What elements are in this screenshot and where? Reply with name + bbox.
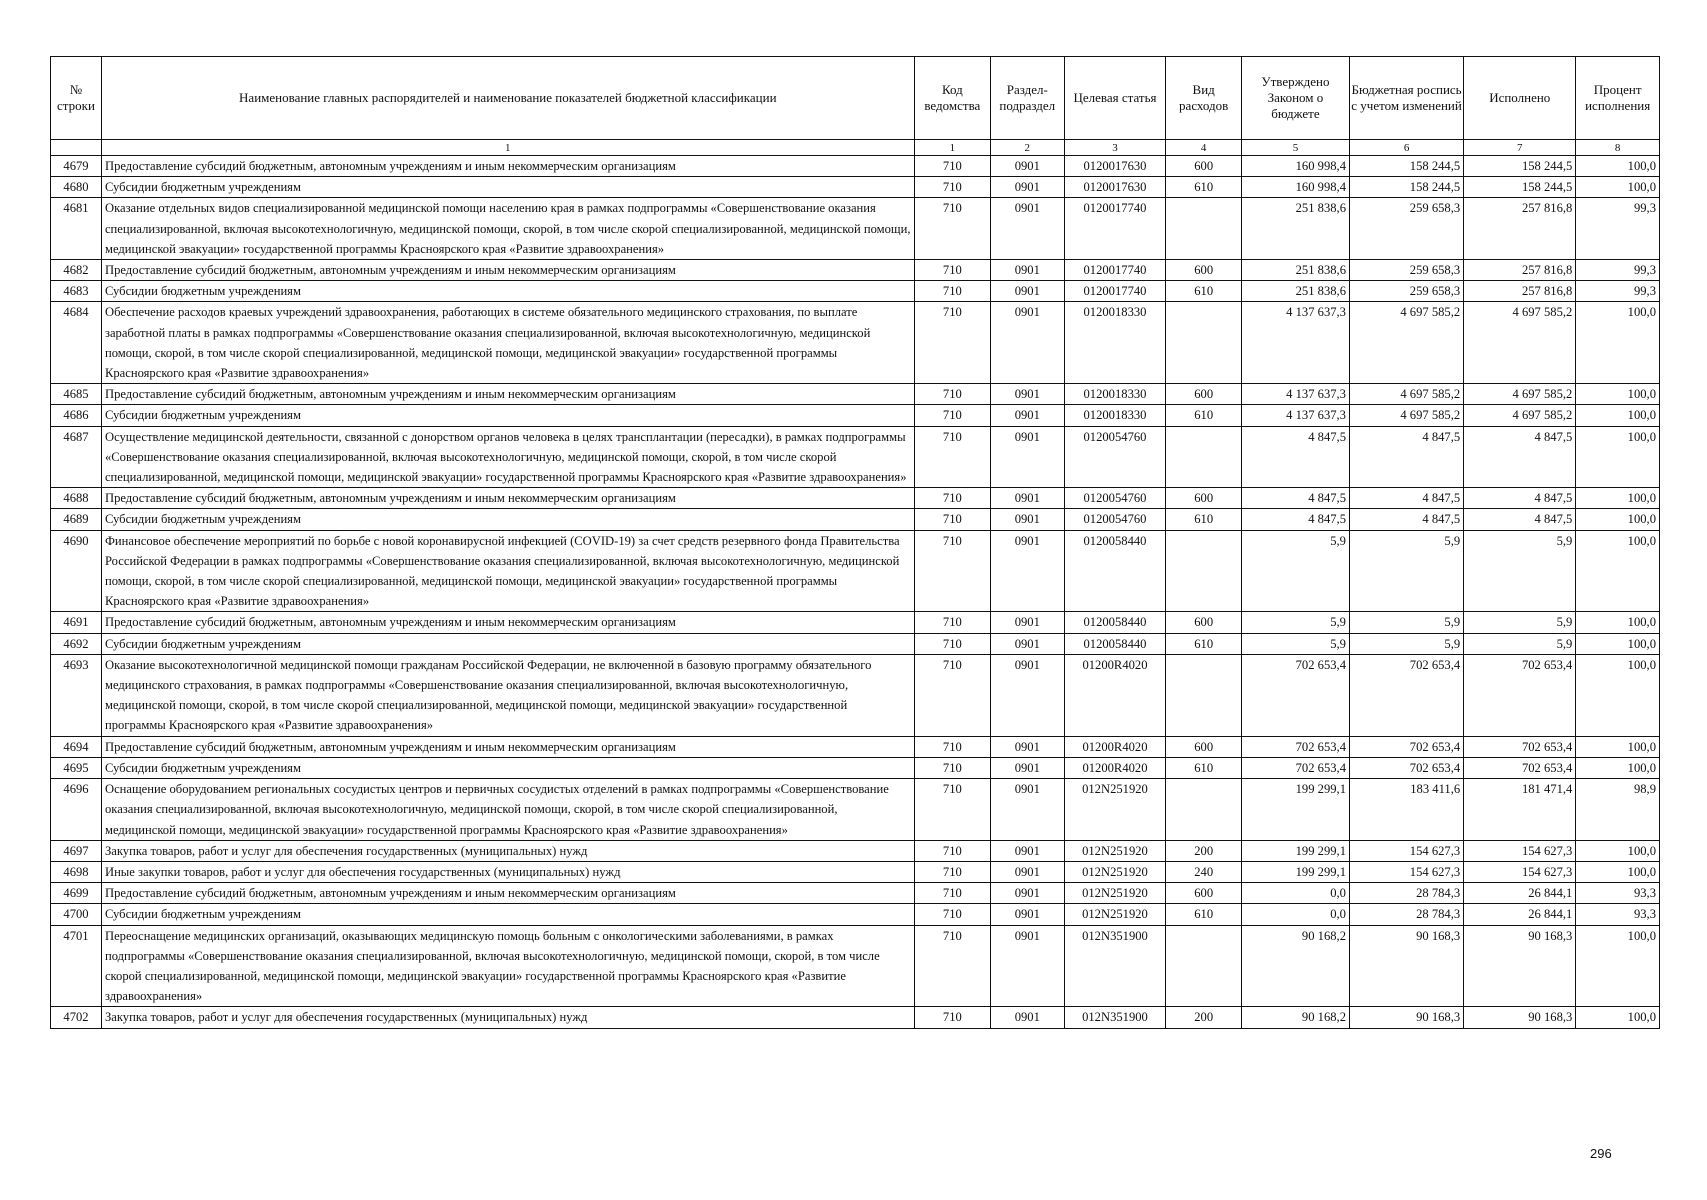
column-number: 1	[914, 140, 990, 156]
target-article: 0120017630	[1064, 156, 1166, 177]
schedule-amount: 183 411,6	[1349, 779, 1463, 841]
approved-amount: 5,9	[1241, 612, 1349, 633]
target-article: 012N251920	[1064, 840, 1166, 861]
schedule-amount: 90 168,3	[1349, 925, 1463, 1007]
dept-code: 710	[914, 177, 990, 198]
expense-kind	[1166, 925, 1241, 1007]
target-article: 012N251920	[1064, 904, 1166, 925]
execution-percent: 100,0	[1576, 405, 1660, 426]
executed-amount: 90 168,3	[1464, 925, 1576, 1007]
header-name: Наименование главных распорядителей и наименование показателей бюджетной классификации	[101, 57, 914, 140]
row-number: 4680	[51, 177, 102, 198]
expense-kind: 600	[1166, 612, 1241, 633]
schedule-amount: 702 653,4	[1349, 736, 1463, 757]
header-row-no: № строки	[51, 57, 102, 140]
executed-amount: 257 816,8	[1464, 260, 1576, 281]
row-name: Осуществление медицинской деятельности, связанной с донорством органов человека в целях трансплантации (пересадки), в рамках подпрограммы «Совершенствование оказания специализированной, включая высокотехнологичную, медицинской помощи, скорой, в том числе скорой специализированной, медицинской помощи, медицинской эвакуации» государственной программы Красноярского края «Развитие здравоохранения»	[101, 426, 914, 488]
schedule-amount: 4 697 585,2	[1349, 405, 1463, 426]
executed-amount: 257 816,8	[1464, 198, 1576, 260]
approved-amount: 4 137 637,3	[1241, 302, 1349, 384]
executed-amount: 702 653,4	[1464, 736, 1576, 757]
expense-kind: 600	[1166, 488, 1241, 509]
executed-amount: 154 627,3	[1464, 840, 1576, 861]
executed-amount: 154 627,3	[1464, 861, 1576, 882]
table-row	[51, 633, 1660, 654]
schedule-amount: 90 168,3	[1349, 1007, 1463, 1028]
executed-amount: 702 653,4	[1464, 757, 1576, 778]
schedule-amount: 28 784,3	[1349, 883, 1463, 904]
expense-kind: 200	[1166, 1007, 1241, 1028]
section-code: 0901	[991, 633, 1064, 654]
row-name: Субсидии бюджетным учреждениям	[101, 509, 914, 530]
expense-kind	[1166, 654, 1241, 736]
target-article: 01200R4020	[1064, 736, 1166, 757]
section-code: 0901	[991, 260, 1064, 281]
row-name: Предоставление субсидий бюджетным, автономным учреждениям и иным некоммерческим организациям	[101, 156, 914, 177]
dept-code: 710	[914, 840, 990, 861]
expense-kind	[1166, 302, 1241, 384]
approved-amount: 251 838,6	[1241, 281, 1349, 302]
section-code: 0901	[991, 302, 1064, 384]
header-section: Раздел-подраздел	[991, 57, 1064, 140]
dept-code: 710	[914, 904, 990, 925]
approved-amount: 702 653,4	[1241, 654, 1349, 736]
section-code: 0901	[991, 883, 1064, 904]
expense-kind: 610	[1166, 904, 1241, 925]
table-row	[51, 156, 1660, 177]
expense-kind: 610	[1166, 757, 1241, 778]
column-number: 5	[1241, 140, 1349, 156]
dept-code: 710	[914, 405, 990, 426]
schedule-amount: 5,9	[1349, 633, 1463, 654]
row-number: 4694	[51, 736, 102, 757]
schedule-amount: 5,9	[1349, 530, 1463, 612]
row-number: 4679	[51, 156, 102, 177]
execution-percent: 100,0	[1576, 177, 1660, 198]
dept-code: 710	[914, 281, 990, 302]
row-number: 4702	[51, 1007, 102, 1028]
row-name: Предоставление субсидий бюджетным, автономным учреждениям и иным некоммерческим организациям	[101, 384, 914, 405]
column-number: 8	[1576, 140, 1660, 156]
expense-kind: 600	[1166, 736, 1241, 757]
execution-percent: 100,0	[1576, 633, 1660, 654]
dept-code: 710	[914, 861, 990, 882]
table-row	[51, 861, 1660, 882]
expense-kind: 610	[1166, 281, 1241, 302]
schedule-amount: 702 653,4	[1349, 654, 1463, 736]
executed-amount: 4 847,5	[1464, 488, 1576, 509]
column-number: 1	[101, 140, 914, 156]
row-name: Субсидии бюджетным учреждениям	[101, 633, 914, 654]
execution-percent: 93,3	[1576, 883, 1660, 904]
row-number: 4682	[51, 260, 102, 281]
executed-amount: 4 697 585,2	[1464, 405, 1576, 426]
table-row	[51, 426, 1660, 488]
expense-kind: 240	[1166, 861, 1241, 882]
section-code: 0901	[991, 509, 1064, 530]
document-page	[50, 56, 1660, 1029]
executed-amount: 4 697 585,2	[1464, 302, 1576, 384]
table-row	[51, 1007, 1660, 1028]
dept-code: 710	[914, 302, 990, 384]
target-article: 0120017740	[1064, 281, 1166, 302]
section-code: 0901	[991, 177, 1064, 198]
column-number: 4	[1166, 140, 1241, 156]
header-schedule: Бюджетная роспись с учетом изменений	[1349, 57, 1463, 140]
column-number: 2	[991, 140, 1064, 156]
row-name: Иные закупки товаров, работ и услуг для обеспечения государственных (муниципальных) нужд	[101, 861, 914, 882]
executed-amount: 26 844,1	[1464, 883, 1576, 904]
target-article: 0120018330	[1064, 384, 1166, 405]
expense-kind	[1166, 530, 1241, 612]
executed-amount: 158 244,5	[1464, 177, 1576, 198]
table-row	[51, 488, 1660, 509]
row-name: Обеспечение расходов краевых учреждений здравоохранения, работающих в системе обязательного медицинского страхования, по выплате заработной платы в рамках подпрограммы «Совершенствование оказания специализированной, включая высокотехнологичную, медицинской помощи, скорой, в том числе скорой специализированной, медицинской помощи, медицинской эвакуации» государственной программы Красноярского края «Развитие здравоохранения»	[101, 302, 914, 384]
executed-amount: 158 244,5	[1464, 156, 1576, 177]
table-row	[51, 925, 1660, 1007]
section-code: 0901	[991, 904, 1064, 925]
schedule-amount: 4 697 585,2	[1349, 302, 1463, 384]
execution-percent: 100,0	[1576, 384, 1660, 405]
section-code: 0901	[991, 840, 1064, 861]
section-code: 0901	[991, 405, 1064, 426]
table-row	[51, 736, 1660, 757]
expense-kind: 610	[1166, 177, 1241, 198]
expense-kind: 600	[1166, 156, 1241, 177]
executed-amount: 5,9	[1464, 612, 1576, 633]
row-name: Оснащение оборудованием региональных сосудистых центров и первичных сосудистых отделений в рамках подпрограммы «Совершенствование оказания специализированной, включая высокотехнологичную, медицинской помощи, скорой, в том числе скорой специализированной, медицинской помощи, медицинской эвакуации» государственной программы Красноярского края «Развитие здравоохранения»	[101, 779, 914, 841]
dept-code: 710	[914, 633, 990, 654]
approved-amount: 4 847,5	[1241, 426, 1349, 488]
expense-kind: 610	[1166, 509, 1241, 530]
table-row	[51, 530, 1660, 612]
dept-code: 710	[914, 779, 990, 841]
execution-percent: 100,0	[1576, 1007, 1660, 1028]
target-article: 012N351900	[1064, 925, 1166, 1007]
execution-percent: 99,3	[1576, 281, 1660, 302]
dept-code: 710	[914, 1007, 990, 1028]
execution-percent: 100,0	[1576, 530, 1660, 612]
execution-percent: 100,0	[1576, 302, 1660, 384]
schedule-amount: 158 244,5	[1349, 177, 1463, 198]
schedule-amount: 4 847,5	[1349, 488, 1463, 509]
target-article: 0120017740	[1064, 260, 1166, 281]
table-row	[51, 840, 1660, 861]
section-code: 0901	[991, 612, 1064, 633]
target-article: 0120054760	[1064, 426, 1166, 488]
column-number: 7	[1464, 140, 1576, 156]
row-name: Предоставление субсидий бюджетным, автономным учреждениям и иным некоммерческим организациям	[101, 488, 914, 509]
table-row	[51, 654, 1660, 736]
table-row	[51, 302, 1660, 384]
executed-amount: 4 847,5	[1464, 426, 1576, 488]
target-article: 0120054760	[1064, 509, 1166, 530]
schedule-amount: 702 653,4	[1349, 757, 1463, 778]
expense-kind: 600	[1166, 260, 1241, 281]
schedule-amount: 259 658,3	[1349, 198, 1463, 260]
table-row	[51, 612, 1660, 633]
header-executed: Исполнено	[1464, 57, 1576, 140]
executed-amount: 90 168,3	[1464, 1007, 1576, 1028]
dept-code: 710	[914, 654, 990, 736]
execution-percent: 100,0	[1576, 757, 1660, 778]
execution-percent: 99,3	[1576, 260, 1660, 281]
table-row	[51, 883, 1660, 904]
row-number: 4685	[51, 384, 102, 405]
row-name: Переоснащение медицинских организаций, оказывающих медицинскую помощь больным с онкологическими заболеваниями, в рамках подпрограммы «Совершенствование оказания специализированной, включая высокотехнологичную, медицинской помощи, скорой, в том числе скорой специализированной, медицинской помощи, медицинской эвакуации» государственной программы Красноярского края «Развитие здравоохранения»	[101, 925, 914, 1007]
dept-code: 710	[914, 883, 990, 904]
section-code: 0901	[991, 530, 1064, 612]
row-number: 4696	[51, 779, 102, 841]
section-code: 0901	[991, 779, 1064, 841]
row-number: 4688	[51, 488, 102, 509]
schedule-amount: 4 697 585,2	[1349, 384, 1463, 405]
dept-code: 710	[914, 488, 990, 509]
target-article: 0120058440	[1064, 633, 1166, 654]
schedule-amount: 4 847,5	[1349, 426, 1463, 488]
row-name: Закупка товаров, работ и услуг для обеспечения государственных (муниципальных) нужд	[101, 1007, 914, 1028]
row-name: Субсидии бюджетным учреждениям	[101, 281, 914, 302]
header-expense-kind: Вид расходов	[1166, 57, 1241, 140]
row-number: 4684	[51, 302, 102, 384]
schedule-amount: 259 658,3	[1349, 281, 1463, 302]
column-numbers-row	[51, 140, 1660, 156]
approved-amount: 251 838,6	[1241, 260, 1349, 281]
section-code: 0901	[991, 488, 1064, 509]
row-name: Субсидии бюджетным учреждениям	[101, 757, 914, 778]
schedule-amount: 158 244,5	[1349, 156, 1463, 177]
header-approved: Утверждено Законом о бюджете	[1241, 57, 1349, 140]
section-code: 0901	[991, 384, 1064, 405]
expense-kind: 600	[1166, 883, 1241, 904]
approved-amount: 702 653,4	[1241, 736, 1349, 757]
approved-amount: 251 838,6	[1241, 198, 1349, 260]
row-number: 4689	[51, 509, 102, 530]
row-number: 4687	[51, 426, 102, 488]
section-code: 0901	[991, 198, 1064, 260]
target-article: 0120054760	[1064, 488, 1166, 509]
approved-amount: 160 998,4	[1241, 177, 1349, 198]
row-number: 4697	[51, 840, 102, 861]
execution-percent: 100,0	[1576, 612, 1660, 633]
approved-amount: 4 137 637,3	[1241, 384, 1349, 405]
execution-percent: 98,9	[1576, 779, 1660, 841]
header-percent: Процент исполнения	[1576, 57, 1660, 140]
execution-percent: 100,0	[1576, 488, 1660, 509]
executed-amount: 5,9	[1464, 633, 1576, 654]
execution-percent: 93,3	[1576, 904, 1660, 925]
dept-code: 710	[914, 156, 990, 177]
execution-percent: 100,0	[1576, 156, 1660, 177]
row-number: 4695	[51, 757, 102, 778]
target-article: 0120058440	[1064, 530, 1166, 612]
row-name: Финансовое обеспечение мероприятий по борьбе с новой коронавирусной инфекцией (COVID-19) за счет средств резервного фонда Правительства Российской Федерации в рамках подпрограммы «Совершенствование оказания специализированной, включая высокотехнологичную, медицинской помощи, скорой, в том числе скорой специализированной, медицинской помощи, медицинской эвакуации» государственной программы Красноярского края «Развитие здравоохранения»	[101, 530, 914, 612]
dept-code: 710	[914, 426, 990, 488]
approved-amount: 5,9	[1241, 633, 1349, 654]
expense-kind: 610	[1166, 633, 1241, 654]
table-row	[51, 405, 1660, 426]
executed-amount: 4 697 585,2	[1464, 384, 1576, 405]
table-row	[51, 904, 1660, 925]
table-row	[51, 757, 1660, 778]
dept-code: 710	[914, 612, 990, 633]
approved-amount: 702 653,4	[1241, 757, 1349, 778]
row-name: Предоставление субсидий бюджетным, автономным учреждениям и иным некоммерческим организациям	[101, 883, 914, 904]
row-number: 4681	[51, 198, 102, 260]
column-number: 3	[1064, 140, 1166, 156]
row-name: Предоставление субсидий бюджетным, автономным учреждениям и иным некоммерческим организациям	[101, 260, 914, 281]
section-code: 0901	[991, 654, 1064, 736]
dept-code: 710	[914, 260, 990, 281]
row-name: Предоставление субсидий бюджетным, автономным учреждениям и иным некоммерческим организациям	[101, 612, 914, 633]
row-name: Оказание отдельных видов специализированной медицинской помощи населению края в рамках подпрограммы «Совершенствование оказания специализированной, включая высокотехнологичную, медицинской помощи, скорой, в том числе скорой специализированной, медицинской помощи, медицинской эвакуации» государственной программы Красноярского края «Развитие здравоохранения»	[101, 198, 914, 260]
row-number: 4690	[51, 530, 102, 612]
expense-kind	[1166, 426, 1241, 488]
dept-code: 710	[914, 530, 990, 612]
expense-kind	[1166, 779, 1241, 841]
executed-amount: 702 653,4	[1464, 654, 1576, 736]
row-name: Закупка товаров, работ и услуг для обеспечения государственных (муниципальных) нужд	[101, 840, 914, 861]
executed-amount: 4 847,5	[1464, 509, 1576, 530]
execution-percent: 100,0	[1576, 925, 1660, 1007]
page-number: 296	[1590, 1146, 1612, 1161]
approved-amount: 5,9	[1241, 530, 1349, 612]
target-article: 012N351900	[1064, 1007, 1166, 1028]
row-number: 4699	[51, 883, 102, 904]
row-number: 4686	[51, 405, 102, 426]
table-row	[51, 260, 1660, 281]
section-code: 0901	[991, 426, 1064, 488]
row-number: 4692	[51, 633, 102, 654]
expense-kind	[1166, 198, 1241, 260]
target-article: 012N251920	[1064, 861, 1166, 882]
approved-amount: 0,0	[1241, 904, 1349, 925]
table-row	[51, 281, 1660, 302]
approved-amount: 199 299,1	[1241, 779, 1349, 841]
target-article: 0120058440	[1064, 612, 1166, 633]
row-number: 4693	[51, 654, 102, 736]
target-article: 0120018330	[1064, 302, 1166, 384]
target-article: 012N251920	[1064, 883, 1166, 904]
executed-amount: 26 844,1	[1464, 904, 1576, 925]
row-name: Субсидии бюджетным учреждениям	[101, 177, 914, 198]
target-article: 0120017630	[1064, 177, 1166, 198]
row-number: 4701	[51, 925, 102, 1007]
target-article: 0120017740	[1064, 198, 1166, 260]
row-number: 4683	[51, 281, 102, 302]
execution-percent: 100,0	[1576, 861, 1660, 882]
executed-amount: 5,9	[1464, 530, 1576, 612]
dept-code: 710	[914, 198, 990, 260]
row-number: 4691	[51, 612, 102, 633]
executed-amount: 181 471,4	[1464, 779, 1576, 841]
section-code: 0901	[991, 736, 1064, 757]
target-article: 01200R4020	[1064, 757, 1166, 778]
target-article: 01200R4020	[1064, 654, 1166, 736]
dept-code: 710	[914, 509, 990, 530]
approved-amount: 199 299,1	[1241, 840, 1349, 861]
approved-amount: 90 168,2	[1241, 1007, 1349, 1028]
target-article: 0120018330	[1064, 405, 1166, 426]
header-dept-code: Код ведомства	[914, 57, 990, 140]
execution-percent: 99,3	[1576, 198, 1660, 260]
execution-percent: 100,0	[1576, 426, 1660, 488]
section-code: 0901	[991, 925, 1064, 1007]
table-row	[51, 509, 1660, 530]
row-name: Оказание высокотехнологичной медицинской помощи гражданам Российской Федерации, не включенной в базовую программу обязательного медицинского страхования, в рамках подпрограммы «Совершенствование оказания специализированной, включая высокотехнологичную, медицинской помощи, скорой, в том числе скорой специализированной, медицинской помощи, медицинской эвакуации» государственной программы Красноярского края «Развитие здравоохранения»	[101, 654, 914, 736]
budget-table	[50, 56, 1660, 1029]
execution-percent: 100,0	[1576, 509, 1660, 530]
approved-amount: 90 168,2	[1241, 925, 1349, 1007]
header-target-article: Целевая статья	[1064, 57, 1166, 140]
approved-amount: 199 299,1	[1241, 861, 1349, 882]
target-article: 012N251920	[1064, 779, 1166, 841]
executed-amount: 257 816,8	[1464, 281, 1576, 302]
column-number	[51, 140, 102, 156]
row-name: Предоставление субсидий бюджетным, автономным учреждениям и иным некоммерческим организациям	[101, 736, 914, 757]
section-code: 0901	[991, 281, 1064, 302]
section-code: 0901	[991, 861, 1064, 882]
table-row	[51, 198, 1660, 260]
section-code: 0901	[991, 1007, 1064, 1028]
schedule-amount: 259 658,3	[1349, 260, 1463, 281]
approved-amount: 4 847,5	[1241, 509, 1349, 530]
execution-percent: 100,0	[1576, 840, 1660, 861]
row-number: 4698	[51, 861, 102, 882]
approved-amount: 0,0	[1241, 883, 1349, 904]
column-number: 6	[1349, 140, 1463, 156]
expense-kind: 200	[1166, 840, 1241, 861]
schedule-amount: 28 784,3	[1349, 904, 1463, 925]
table-row	[51, 779, 1660, 841]
dept-code: 710	[914, 736, 990, 757]
expense-kind: 610	[1166, 405, 1241, 426]
schedule-amount: 5,9	[1349, 612, 1463, 633]
section-code: 0901	[991, 156, 1064, 177]
table-row	[51, 177, 1660, 198]
schedule-amount: 4 847,5	[1349, 509, 1463, 530]
approved-amount: 160 998,4	[1241, 156, 1349, 177]
row-number: 4700	[51, 904, 102, 925]
expense-kind: 600	[1166, 384, 1241, 405]
dept-code: 710	[914, 384, 990, 405]
table-row	[51, 384, 1660, 405]
execution-percent: 100,0	[1576, 654, 1660, 736]
schedule-amount: 154 627,3	[1349, 840, 1463, 861]
schedule-amount: 154 627,3	[1349, 861, 1463, 882]
approved-amount: 4 137 637,3	[1241, 405, 1349, 426]
header-row	[51, 57, 1660, 140]
row-name: Субсидии бюджетным учреждениям	[101, 904, 914, 925]
row-name: Субсидии бюджетным учреждениям	[101, 405, 914, 426]
dept-code: 710	[914, 757, 990, 778]
section-code: 0901	[991, 757, 1064, 778]
dept-code: 710	[914, 925, 990, 1007]
execution-percent: 100,0	[1576, 736, 1660, 757]
approved-amount: 4 847,5	[1241, 488, 1349, 509]
